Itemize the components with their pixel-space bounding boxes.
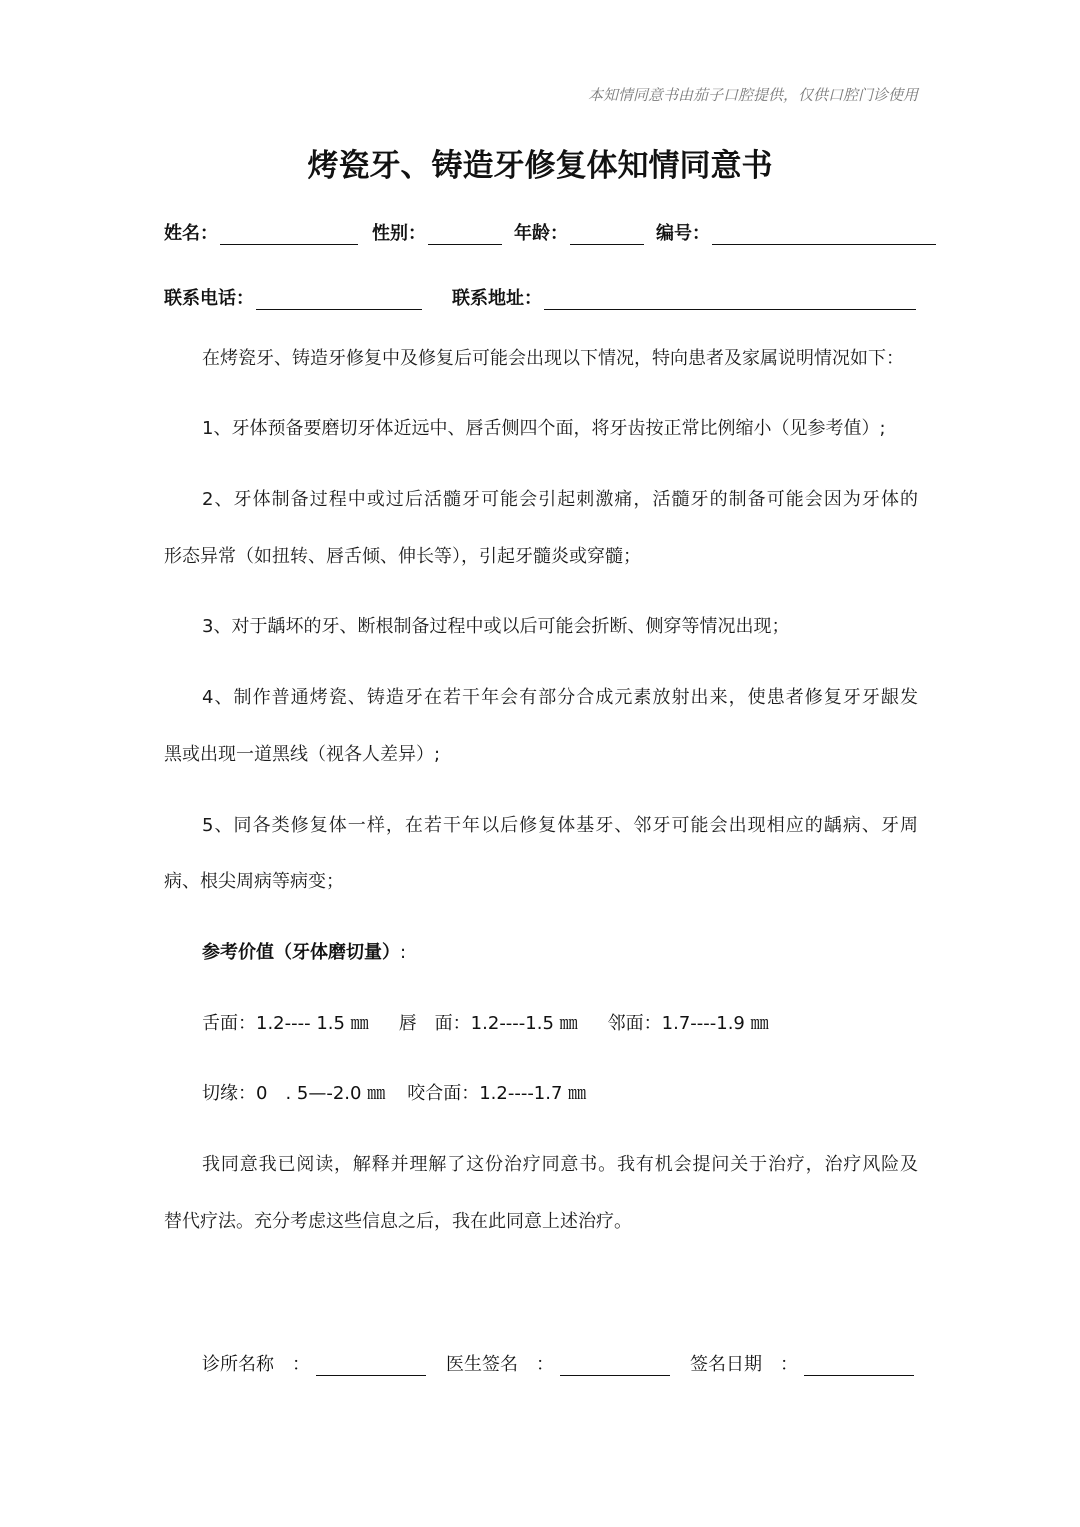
address-label: 联系地址： xyxy=(452,288,542,309)
consent-line-2: 替代疗法。充分考虑这些信息之后，我在此同意上述治疗。 xyxy=(164,1211,632,1232)
gender-field xyxy=(372,219,502,245)
clinic-name-input-line[interactable] xyxy=(316,1357,426,1376)
clinic-name-field xyxy=(202,1350,426,1376)
address-input-line[interactable] xyxy=(544,291,916,310)
reference-title-colon: : xyxy=(400,942,407,963)
header-note: 本知情同意书由茄子口腔提供，仅供口腔门诊使用 xyxy=(587,86,918,104)
sign-date-field xyxy=(690,1350,914,1376)
phone-label: 联系电话： xyxy=(164,288,254,309)
item-5-line-2: 病、根尖周病等病变； xyxy=(164,871,344,892)
doctor-signature-input-line[interactable] xyxy=(560,1357,670,1376)
doctor-signature-label: 医生签名 ： xyxy=(446,1354,554,1375)
item-5-line-1: 5、同各类修复体一样，在若干年以后修复体基牙、邻牙可能会出现相应的龋病、牙周 xyxy=(202,815,918,836)
item-4-line-2: 黑或出现一道黑线（视各人差异）; xyxy=(164,744,441,765)
number-field xyxy=(656,219,936,245)
item-2-line-2: 形态异常（如扭转、唇舌倾、伸长等），引起牙髓炎或穿髓； xyxy=(164,546,641,567)
reference-lingual: 舌面：1.2---- 1.5 ㎜ xyxy=(202,1013,369,1034)
reference-title xyxy=(202,938,406,964)
address-field xyxy=(452,284,916,310)
document-title: 烤瓷牙、铸造牙修复体知情同意书 xyxy=(307,148,773,184)
age-field xyxy=(514,219,644,245)
reference-row-2 xyxy=(202,1079,586,1105)
sign-date-input-line[interactable] xyxy=(804,1357,914,1376)
patient-info-row-2 xyxy=(164,284,918,310)
gender-label: 性别： xyxy=(372,223,426,244)
intro-paragraph: 在烤瓷牙、铸造牙修复中及修复后可能会出现以下情况，特向患者及家属说明情况如下： xyxy=(202,348,904,369)
sign-date-label: 签名日期 ： xyxy=(690,1354,798,1375)
item-3: 3、对于龋坏的牙、断根制备过程中或以后可能会折断、侧穿等情况出现； xyxy=(202,616,790,637)
number-label: 编号： xyxy=(656,223,710,244)
phone-input-line[interactable] xyxy=(256,291,422,310)
reference-occlusal: 咬合面：1.2----1.7 ㎜ xyxy=(407,1083,587,1104)
name-input-line[interactable] xyxy=(220,226,358,245)
age-input-line[interactable] xyxy=(570,226,644,245)
name-field xyxy=(164,219,358,245)
number-input-line[interactable] xyxy=(712,226,936,245)
reference-row-1 xyxy=(202,1009,769,1035)
item-1: 1、牙体预备要磨切牙体近远中、唇舌侧四个面，将牙齿按正常比例缩小（见参考值）; xyxy=(202,418,886,439)
name-label: 姓名： xyxy=(164,223,218,244)
item-4-line-1: 4、制作普通烤瓷、铸造牙在若干年会有部分合成元素放射出来，使患者修复牙牙龈发 xyxy=(202,687,918,708)
signature-row xyxy=(202,1350,914,1376)
reference-proximal: 邻面：1.7----1.9 ㎜ xyxy=(607,1013,769,1034)
phone-field xyxy=(164,284,422,310)
reference-labial: 唇 面：1.2----1.5 ㎜ xyxy=(398,1013,578,1034)
patient-info-row-1 xyxy=(164,219,918,245)
age-label: 年龄： xyxy=(514,223,568,244)
gender-input-line[interactable] xyxy=(428,226,502,245)
reference-title-text: 参考价值（牙体磨切量） xyxy=(202,942,400,963)
doctor-signature-field xyxy=(446,1350,670,1376)
reference-incisal: 切缘：0 . 5—-2.0 ㎜ xyxy=(202,1083,386,1104)
item-2-line-1: 2、牙体制备过程中或过后活髓牙可能会引起刺激痛，活髓牙的制备可能会因为牙体的 xyxy=(202,489,918,510)
clinic-name-label: 诊所名称 ： xyxy=(202,1354,310,1375)
consent-line-1: 我同意我已阅读，解释并理解了这份治疗同意书。我有机会提问关于治疗，治疗风险及 xyxy=(202,1154,918,1175)
